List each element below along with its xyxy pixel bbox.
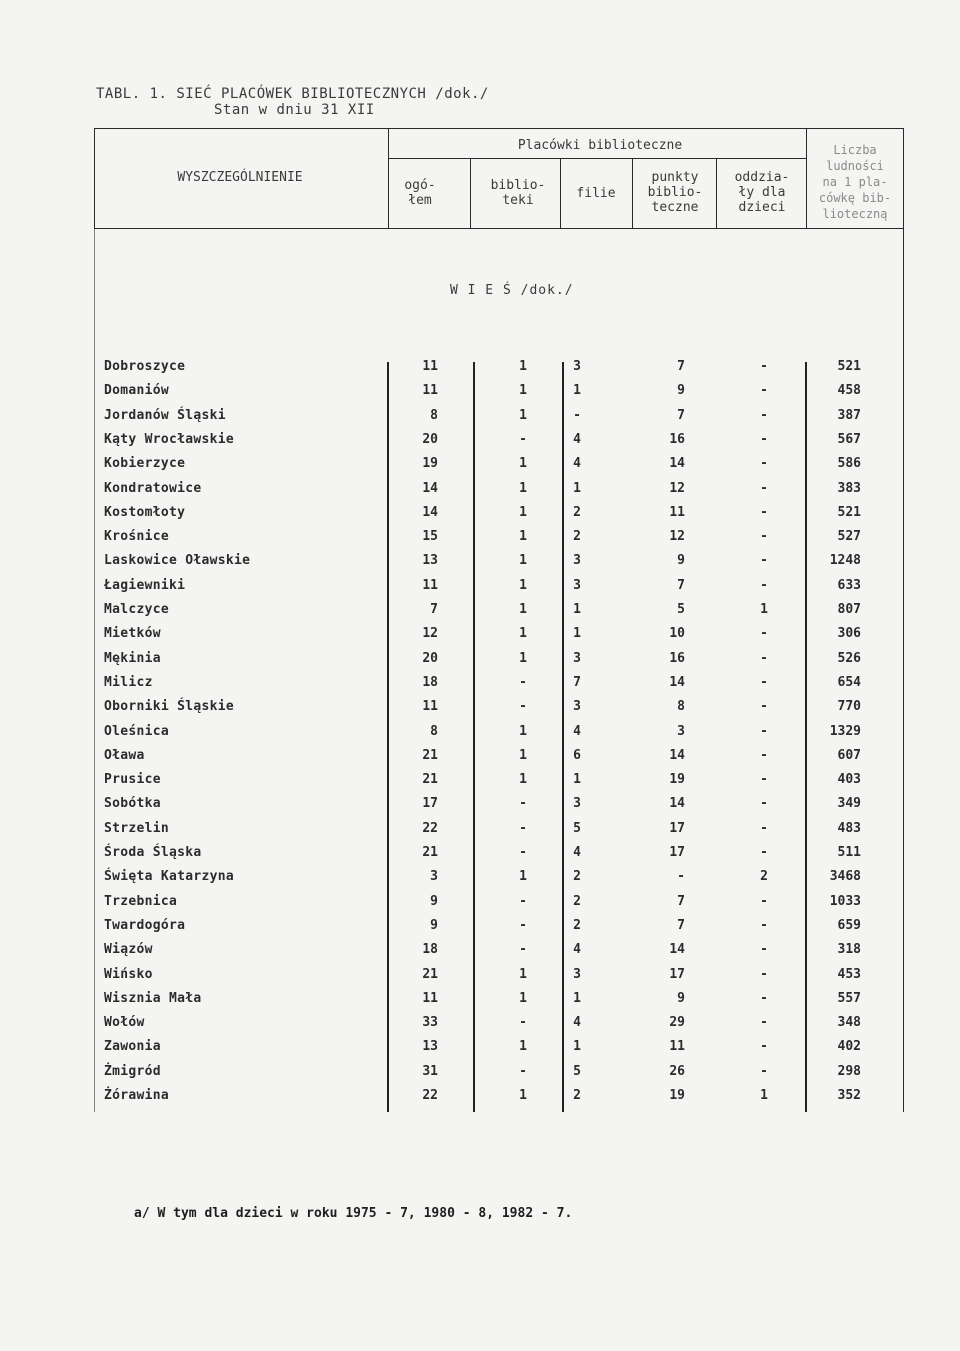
cell-points: 8 [677, 699, 685, 715]
cell-points: 7 [677, 917, 685, 933]
cell-total: 11 [422, 383, 438, 399]
cell-libraries: 1 [519, 529, 527, 545]
cell-branches: 2 [573, 869, 581, 885]
table-title: TABL. 1. SIEĆ PLACÓWEK BIBLIOTECZNYCH /dok./ [96, 86, 489, 102]
table-subtitle: Stan w dniu 31 XII [214, 102, 375, 118]
cell-people: 521 [837, 359, 861, 374]
cell-points: 7 [677, 893, 685, 909]
cell-libraries: 1 [519, 602, 527, 617]
cell-branches: 2 [573, 893, 581, 909]
cell-total: 20 [422, 650, 438, 666]
cell-children: 1 [760, 602, 768, 617]
row-name: Domaniów [104, 383, 170, 399]
cell-libraries: 1 [519, 747, 527, 763]
col-sep-6 [806, 128, 807, 228]
cell-points: 10 [669, 626, 685, 642]
cell-points: 26 [669, 1063, 685, 1079]
cell-libraries: 1 [519, 577, 527, 593]
frame-left-header [94, 128, 95, 228]
cell-libraries: 1 [519, 772, 527, 788]
row-name: Mietków [104, 626, 161, 642]
cell-points: 17 [669, 845, 685, 860]
col-sep-3 [560, 158, 561, 228]
cell-children: - [760, 723, 768, 739]
row-name: Prusice [104, 772, 161, 788]
cell-branches: 3 [573, 699, 581, 715]
cell-points: 14 [669, 747, 685, 763]
cell-children: - [760, 529, 768, 545]
cell-children: - [760, 820, 768, 836]
cell-people: 659 [837, 917, 861, 933]
cell-total: 17 [422, 796, 438, 812]
cell-children: - [760, 796, 768, 812]
cell-points: 17 [669, 966, 685, 982]
cell-libraries: - [519, 917, 527, 933]
cell-branches: 3 [573, 359, 581, 374]
cell-total: 13 [422, 553, 438, 569]
section-label: W I E Ś /dok./ [450, 283, 574, 298]
header-children: oddzia- ły dla dzieci [734, 170, 790, 215]
cell-branches: 2 [573, 529, 581, 545]
cell-libraries: 1 [519, 456, 527, 472]
header-total: ogó- łem [404, 178, 436, 208]
cell-children: - [760, 383, 768, 399]
header-group: Placówki biblioteczne [517, 138, 683, 153]
cell-libraries: - [519, 431, 527, 447]
cell-people: 807 [837, 602, 861, 617]
cell-total: 12 [422, 626, 438, 642]
cell-libraries: 1 [519, 626, 527, 642]
cell-children: - [760, 699, 768, 715]
cell-libraries: - [519, 674, 527, 690]
cell-libraries: 1 [519, 504, 527, 520]
cell-total: 33 [422, 1015, 438, 1031]
row-name: Łagiewniki [104, 577, 186, 593]
cell-total: 21 [422, 845, 438, 860]
cell-people: 527 [837, 529, 861, 545]
cell-points: 5 [677, 602, 685, 617]
row-name: Kąty Wrocławskie [104, 431, 235, 447]
cell-total: 9 [430, 917, 438, 933]
cell-branches: 5 [573, 820, 581, 836]
cell-people: 3468 [829, 869, 861, 885]
cell-branches: 4 [573, 942, 581, 958]
cell-libraries: - [519, 820, 527, 836]
row-name: Żmigród [104, 1063, 161, 1079]
cell-people: 318 [837, 942, 861, 958]
cell-children: - [760, 577, 768, 593]
cell-libraries: - [519, 893, 527, 909]
cell-points: - [677, 869, 685, 885]
header-top-rule [94, 128, 904, 129]
cell-total: 11 [422, 359, 438, 374]
cell-branches: 3 [573, 796, 581, 812]
cell-people: 654 [837, 674, 861, 690]
cell-libraries: 1 [519, 1088, 527, 1103]
row-name: Oława [104, 747, 145, 763]
cell-points: 19 [669, 1088, 685, 1103]
body-sep-4 [805, 362, 807, 1112]
cell-branches: 1 [573, 480, 581, 496]
cell-total: 13 [422, 1039, 438, 1055]
row-name: Twardogóra [104, 917, 186, 933]
cell-points: 9 [677, 553, 685, 569]
col-sep-1 [388, 128, 389, 228]
cell-branches: 4 [573, 1015, 581, 1031]
cell-total: 18 [422, 942, 438, 958]
cell-branches: 1 [573, 1039, 581, 1055]
cell-total: 21 [422, 747, 438, 763]
header-people: Liczba ludności na 1 pla- cówkę bib- lioteczną [818, 143, 892, 221]
cell-branches: 2 [573, 504, 581, 520]
cell-points: 7 [677, 577, 685, 593]
cell-children: - [760, 990, 768, 1006]
cell-people: 586 [837, 456, 861, 472]
cell-total: 18 [422, 674, 438, 690]
cell-libraries: 1 [519, 480, 527, 496]
cell-children: - [760, 504, 768, 520]
row-name: Wińsko [104, 966, 153, 982]
cell-children: - [760, 650, 768, 666]
cell-branches: 5 [573, 1063, 581, 1079]
cell-libraries: - [519, 699, 527, 715]
cell-points: 14 [669, 796, 685, 812]
cell-branches: 1 [573, 383, 581, 399]
cell-branches: 4 [573, 456, 581, 472]
cell-branches: - [573, 407, 581, 423]
cell-children: - [760, 917, 768, 933]
cell-libraries: 1 [519, 650, 527, 666]
row-name: Oborniki Śląskie [104, 699, 235, 715]
cell-points: 7 [677, 359, 685, 374]
cell-branches: 1 [573, 602, 581, 617]
cell-people: 770 [837, 699, 861, 715]
col-sep-2 [470, 158, 471, 228]
cell-people: 526 [837, 650, 861, 666]
cell-children: - [760, 966, 768, 982]
row-name: Malczyce [104, 602, 170, 617]
cell-branches: 6 [573, 747, 581, 763]
cell-points: 14 [669, 942, 685, 958]
cell-children: - [760, 480, 768, 496]
cell-libraries: 1 [519, 1039, 527, 1055]
cell-points: 19 [669, 772, 685, 788]
cell-total: 14 [422, 504, 438, 520]
header-bottom-rule [94, 228, 904, 229]
cell-people: 387 [837, 407, 861, 423]
cell-branches: 1 [573, 626, 581, 642]
row-name: Środa Śląska [104, 845, 202, 860]
row-name: Oleśnica [104, 723, 170, 739]
cell-points: 11 [669, 504, 685, 520]
cell-people: 567 [837, 431, 861, 447]
cell-points: 29 [669, 1015, 685, 1031]
cell-people: 306 [837, 626, 861, 642]
cell-total: 22 [422, 1088, 438, 1103]
row-name: Jordanów Śląski [104, 407, 226, 423]
cell-libraries: - [519, 845, 527, 860]
cell-total: 20 [422, 431, 438, 447]
cell-people: 521 [837, 504, 861, 520]
cell-children: - [760, 431, 768, 447]
cell-people: 1329 [829, 723, 861, 739]
row-name: Milicz [104, 674, 153, 690]
cell-branches: 1 [573, 990, 581, 1006]
cell-total: 22 [422, 820, 438, 836]
cell-total: 11 [422, 699, 438, 715]
cell-total: 31 [422, 1063, 438, 1079]
row-name: Dobroszyce [104, 359, 186, 374]
row-name: Mękinia [104, 650, 161, 666]
header-points: punkty biblio- teczne [647, 170, 703, 215]
cell-points: 16 [669, 431, 685, 447]
body-sep-2 [473, 362, 475, 1112]
cell-people: 607 [837, 747, 861, 763]
cell-children: 2 [760, 869, 768, 885]
cell-points: 14 [669, 674, 685, 690]
cell-libraries: - [519, 796, 527, 812]
cell-children: - [760, 1063, 768, 1079]
cell-libraries: 1 [519, 723, 527, 739]
cell-people: 483 [837, 820, 861, 836]
row-name: Święta Katarzyna [104, 869, 235, 885]
cell-libraries: - [519, 1063, 527, 1079]
row-name: Wiązów [104, 942, 153, 958]
cell-points: 3 [677, 723, 685, 739]
row-name: Kondratowice [104, 480, 202, 496]
cell-points: 16 [669, 650, 685, 666]
cell-points: 17 [669, 820, 685, 836]
frame-right [903, 128, 904, 1112]
cell-branches: 4 [573, 845, 581, 860]
cell-people: 633 [837, 577, 861, 593]
header-libraries: biblio- teki [490, 178, 546, 208]
group-divider-rule [388, 158, 806, 159]
cell-children: - [760, 942, 768, 958]
cell-branches: 3 [573, 966, 581, 982]
cell-total: 3 [430, 869, 438, 885]
cell-branches: 3 [573, 553, 581, 569]
cell-branches: 2 [573, 917, 581, 933]
cell-libraries: 1 [519, 966, 527, 982]
cell-branches: 4 [573, 431, 581, 447]
cell-total: 7 [430, 602, 438, 617]
cell-people: 352 [837, 1088, 861, 1103]
cell-total: 21 [422, 966, 438, 982]
cell-total: 11 [422, 990, 438, 1006]
cell-people: 298 [837, 1063, 861, 1079]
cell-children: - [760, 1015, 768, 1031]
cell-points: 12 [669, 480, 685, 496]
cell-children: - [760, 893, 768, 909]
cell-branches: 4 [573, 723, 581, 739]
cell-points: 14 [669, 456, 685, 472]
cell-total: 21 [422, 772, 438, 788]
row-name: Strzelin [104, 820, 170, 836]
cell-people: 383 [837, 480, 861, 496]
cell-libraries: - [519, 942, 527, 958]
row-name: Wisznia Mała [104, 990, 202, 1006]
cell-points: 9 [677, 990, 685, 1006]
row-name: Kostomłoty [104, 504, 186, 520]
cell-total: 11 [422, 577, 438, 593]
row-name: Żórawina [104, 1088, 170, 1103]
cell-children: - [760, 772, 768, 788]
cell-children: - [760, 845, 768, 860]
cell-people: 349 [837, 796, 861, 812]
cell-points: 9 [677, 383, 685, 399]
row-name: Wołów [104, 1015, 145, 1031]
row-name: Laskowice Oławskie [104, 553, 251, 569]
cell-total: 19 [422, 456, 438, 472]
cell-people: 402 [837, 1039, 861, 1055]
cell-total: 8 [430, 723, 438, 739]
col-sep-4 [632, 158, 633, 228]
cell-people: 1248 [829, 553, 861, 569]
cell-libraries: 1 [519, 553, 527, 569]
body-sep-1 [387, 362, 389, 1112]
cell-children: - [760, 359, 768, 374]
row-name: Zawonia [104, 1039, 161, 1055]
header-branches: filie [576, 186, 616, 201]
row-name: Sobótka [104, 796, 161, 812]
cell-libraries: 1 [519, 359, 527, 374]
cell-people: 453 [837, 966, 861, 982]
cell-people: 557 [837, 990, 861, 1006]
cell-branches: 7 [573, 674, 581, 690]
cell-children: - [760, 407, 768, 423]
header-name: WYSZCZEGÓLNIENIE [177, 170, 303, 185]
cell-branches: 3 [573, 650, 581, 666]
cell-libraries: 1 [519, 383, 527, 399]
cell-children: 1 [760, 1088, 768, 1103]
cell-libraries: 1 [519, 990, 527, 1006]
cell-people: 1033 [829, 893, 861, 909]
cell-branches: 2 [573, 1088, 581, 1103]
cell-branches: 1 [573, 772, 581, 788]
cell-total: 15 [422, 529, 438, 545]
cell-branches: 3 [573, 577, 581, 593]
col-sep-5 [716, 158, 717, 228]
cell-libraries: - [519, 1015, 527, 1031]
cell-children: - [760, 1039, 768, 1055]
cell-people: 348 [837, 1015, 861, 1031]
cell-libraries: 1 [519, 869, 527, 885]
cell-points: 11 [669, 1039, 685, 1055]
cell-children: - [760, 626, 768, 642]
footnote: a/ W tym dla dzieci w roku 1975 - 7, 1980 - 8, 1982 - 7. [134, 1206, 573, 1221]
row-name: Trzebnica [104, 893, 178, 909]
cell-people: 458 [837, 383, 861, 399]
cell-children: - [760, 747, 768, 763]
row-name: Kobierzyce [104, 456, 186, 472]
frame-left-body [94, 228, 95, 1112]
cell-total: 9 [430, 893, 438, 909]
cell-total: 8 [430, 407, 438, 423]
cell-points: 12 [669, 529, 685, 545]
cell-people: 403 [837, 772, 861, 788]
cell-people: 511 [837, 845, 861, 860]
row-name: Krośnice [104, 529, 170, 545]
cell-children: - [760, 456, 768, 472]
cell-points: 7 [677, 407, 685, 423]
cell-libraries: 1 [519, 407, 527, 423]
cell-total: 14 [422, 480, 438, 496]
cell-children: - [760, 553, 768, 569]
cell-children: - [760, 674, 768, 690]
